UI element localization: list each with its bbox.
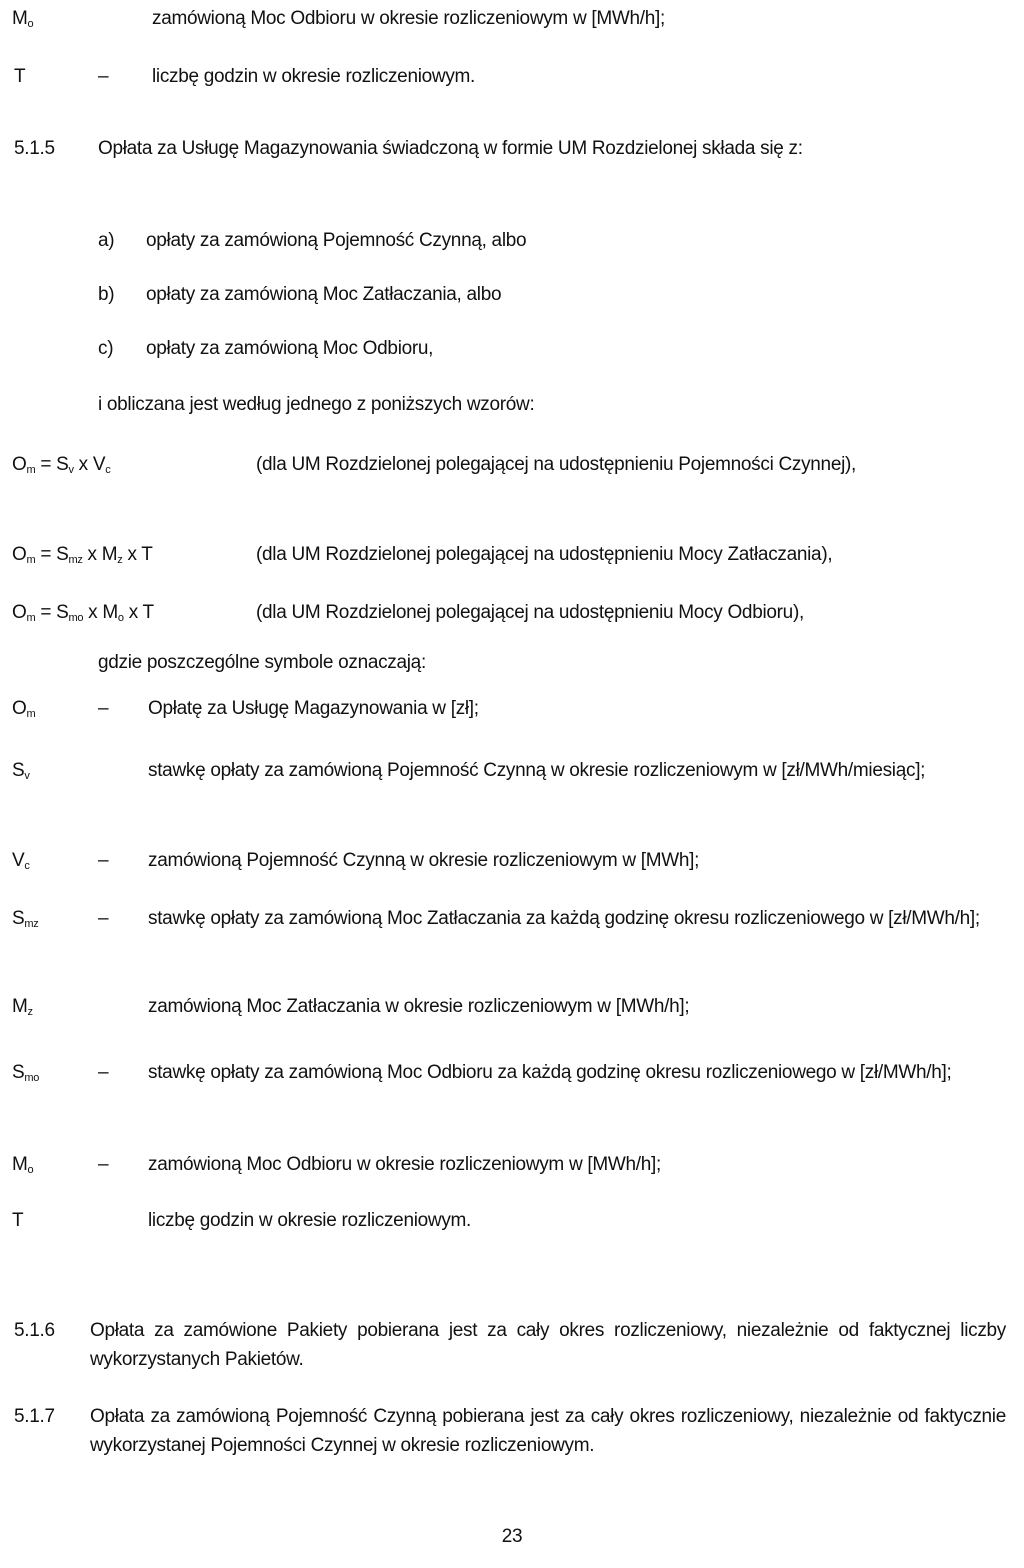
def-sym-vc: $V_c$	[12, 850, 30, 872]
def-text-sv: stawkę opłaty za zamówioną Pojemność Czynną w okresie rozliczeniowym w [zł/MWh/miesiąc];	[148, 760, 926, 781]
def-sym-smz: $S_{mz}$	[12, 908, 39, 930]
def-sym-mo: $M_o$	[12, 1154, 34, 1176]
formula-2-expr: $O_m = S_{mz}$ x $M_z$ x T	[12, 544, 153, 566]
def-sym-smo: $S_{mo}$	[12, 1062, 40, 1084]
symbols-intro: gdzie poszczególne symbole oznaczają:	[98, 652, 426, 673]
top-def-dash-t: –	[98, 66, 109, 87]
list-item-label-a: a)	[98, 230, 115, 251]
def-dash-smo: –	[98, 1062, 109, 1083]
section-number-515: 5.1.5	[14, 138, 55, 159]
top-def-text-mo: zamówioną Moc Odbioru w okresie rozliczeniowym w [MWh/h];	[152, 8, 665, 29]
def-sym-mz: $M_z$	[12, 996, 33, 1018]
formula-1-desc: (dla UM Rozdzielonej polegającej na udostępnieniu Pojemności Czynnej),	[256, 454, 857, 475]
def-text-vc: zamówioną Pojemność Czynną w okresie rozliczeniowym w [MWh];	[148, 850, 700, 871]
list-item-label-c: c)	[98, 338, 114, 359]
top-def-text-t: liczbę godzin w okresie rozliczeniowym.	[152, 66, 476, 87]
def-text-smz: stawkę opłaty za zamówioną Moc Zatłaczania za każdą godzinę okresu rozliczeniowego w [zł/MWh/h];	[148, 908, 980, 929]
def-text-mz: zamówioną Moc Zatłaczania w okresie rozliczeniowym w [MWh/h];	[148, 996, 690, 1017]
def-text-smo: stawkę opłaty za zamówioną Moc Odbioru za każdą godzinę okresu rozliczeniowego w [zł/MWh/h];	[148, 1062, 952, 1083]
formula-3-expr: $O_m = S_{mo}$ x $M_o$ x T	[12, 602, 154, 624]
section-number-516: 5.1.6	[14, 1320, 55, 1341]
def-dash-om: –	[98, 698, 109, 719]
formula-3-desc: (dla UM Rozdzielonej polegającej na udostępnieniu Mocy Odbioru),	[256, 602, 804, 623]
def-dash-mo: –	[98, 1154, 109, 1175]
def-text-mo: zamówioną Moc Odbioru w okresie rozliczeniowym w [MWh/h];	[148, 1154, 661, 1175]
list-item-text-b: opłaty za zamówioną Moc Zatłaczania, albo	[146, 284, 502, 305]
def-sym-sv: $S_v$	[12, 760, 30, 782]
formula-2-desc: (dla UM Rozdzielonej polegającej na udostępnieniu Mocy Zatłaczania),	[256, 544, 833, 565]
section-text-515: Opłata za Usługę Magazynowania świadczoną w formie UM Rozdzielonej składa się z:	[98, 138, 803, 159]
section-number-517: 5.1.7	[14, 1406, 55, 1427]
def-text-om: Opłatę za Usługę Magazynowania w [zł];	[148, 698, 479, 719]
section-text-517: Opłata za zamówioną Pojemność Czynną pobierana jest za cały okres rozliczeniowy, niezależnie od faktycznie wykorzystanej Pojemności Czynnej w okresie rozliczeniowym.	[90, 1406, 1006, 1456]
def-sym-t: T	[12, 1210, 24, 1231]
formula-1-expr: $O_m = S_v$ x $V_c$	[12, 454, 111, 476]
calc-intro: i obliczana jest według jednego z poniższych wzorów:	[98, 394, 535, 415]
list-item-text-a: opłaty za zamówioną Pojemność Czynną, albo	[146, 230, 527, 251]
top-def-sym-mo: $M_o$	[12, 8, 34, 30]
list-item-text-c: opłaty za zamówioną Moc Odbioru,	[146, 338, 434, 359]
def-dash-smz: –	[98, 908, 109, 929]
def-dash-vc: –	[98, 850, 109, 871]
page-number: 23	[501, 1526, 523, 1547]
def-text-t: liczbę godzin w okresie rozliczeniowym.	[148, 1210, 472, 1231]
def-sym-om: $O_m$	[12, 698, 36, 720]
section-text-516: Opłata za zamówione Pakiety pobierana jest za cały okres rozliczeniowy, niezależnie od faktycznej liczby wykorzystanych Pakietów.	[90, 1320, 1006, 1370]
top-def-sym-t: T	[14, 66, 26, 87]
list-item-label-b: b)	[98, 284, 115, 305]
